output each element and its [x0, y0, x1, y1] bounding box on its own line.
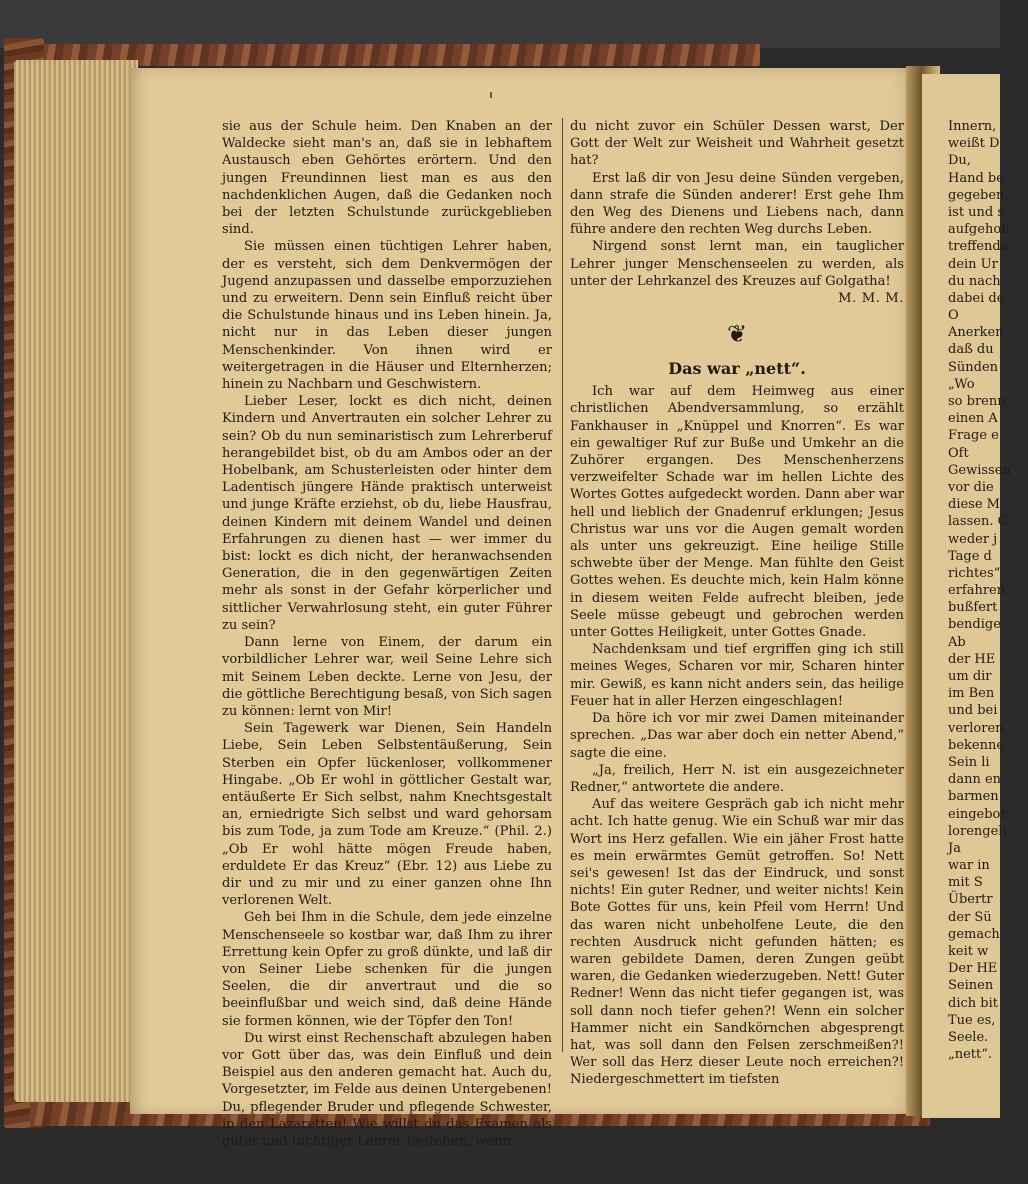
facing-page-line: barmen [948, 789, 999, 805]
facing-page-line: im Ben [948, 686, 995, 702]
right-paragraph: du nicht zuvor ein Schüler Dessen warst, Der Gott der Welt zur Weisheit und Wahrheit gesetzt hat? [570, 119, 904, 169]
facing-page-line: verloren [948, 720, 1004, 736]
facing-page-line: eingebor [948, 806, 1007, 822]
facing-page-line: Hand be [948, 170, 1004, 186]
facing-page-line: „nett“. [948, 1047, 993, 1063]
article-paragraph: „Ja, freilich, Herr N. ist ein ausgezeichneter Redner,“ antwortete die andere. [570, 762, 904, 795]
facing-page-line: Übertr [948, 892, 993, 908]
facing-page-line: dich bit [948, 995, 998, 1011]
fleuron-ornament-icon: ❦ [726, 320, 748, 349]
left-column [222, 118, 552, 1150]
facing-page-line: treffende [948, 239, 1009, 255]
facing-page-line: richtes“ [948, 565, 1001, 581]
article-paragraph: Auf das weitere Gespräch gab ich nicht mehr acht. Ich hatte genug. Wie ein Schuß war mir das Wort ins Herz gefallen. Wie ein jäher Frost hatte es mein erwärmtes Gemüt getroffen. So! Nett sei's gewesen! Ist das der Eindruck, und sonst nichts! Ein guter Redner, und weiter nichts! Kein Bote Gottes für uns, kein Pfeil vom Herrn! Und das waren nicht unbeholfene Leute, die den rechten Ausdruck nicht gefunden hätten; es waren gebildete Damen, deren Zungen geübt waren, die Gedanken wiederzugeben. Nett! Guter Redner! Wenn das nicht tiefer gegangen ist, was soll dann noch tiefer gehen?! Wenn ein solcher Hammer nicht ein Sandkörnchen abgesprengt hat, was soll dann den Felsen zerschmeißen?! Wer soll das Herz dieser Leute noch erreichen?! Niedergeschmettert im tiefsten [570, 797, 904, 1088]
facing-page [922, 74, 1011, 1118]
facing-page-line: Seinen [948, 978, 994, 994]
facing-page-line: du nach [948, 273, 1001, 289]
facing-page-line: daß du [948, 342, 994, 358]
article-paragraph: Ich war auf dem Heimweg aus einer christlichen Abendversammlung, so erzählt Fankhauser in „Knüppel und Knorren“. Es war ein gewaltiger Ruf zur Buße und Umkehr an die Zuhörer ergangen. Des Menschenherzens verzweifelter Schade war im hellen Lichte des Wortes Gottes aufgedeckt worden. Dann aber war hell und lieblich der Gnadenruf erklungen; Jesus Christus war uns vor die Augen gemalt worden als unter uns gekreuzigt. Eine heilige Stille schwebte über der Menge. Man fühlte den Geist Gottes wehen. Es deuchte mich, kein Halm könne in diesem weiten Felde aufrecht bleiben, jede Seele müsse gebeugt und gebrochen werden unter Gottes Heiligkeit, unter Gottes Gnade. [570, 384, 904, 641]
facing-page-line: dein Ur [948, 256, 998, 272]
facing-page-line: Du, [948, 153, 971, 169]
right-paragraph: Erst laß dir von Jesu deine Sünden vergeben, dann strafe die Sünden anderer! Erst gehe Ihm den Weg des Dienens und Liebens nach, dann führe andere den rechten Weg durchs Leben. [570, 170, 904, 238]
article-paragraph: Nachdenksam und tief ergriffen ging ich still meines Weges, Scharen vor mir, Scharen hinter mir. Gewiß, es kann nicht anders sein, das heilige Feuer hat in aller Herzen eingeschlagen! [570, 642, 904, 709]
facing-page-line: vor die [948, 479, 994, 495]
facing-page-line: weder j [948, 531, 998, 547]
facing-page-line: erfahren [948, 583, 1006, 599]
facing-page-line: einen A [948, 411, 998, 427]
facing-page-line: Anerken [948, 325, 1004, 341]
facing-page-line: so brenn [948, 394, 1006, 409]
left-paragraph: Sie müssen einen tüchtigen Lehrer haben, der es versteht, sich dem Denkvermögen der Jugend anzupassen und dasselbe emporzuziehen und zu erweitern. Denn sein Einfluß reicht über die Schulstunde hinaus und ins Leben hinein. Ja, nicht nur in das Leben dieser jungen Menschenkinder. Von ihnen wird er weitergetragen in die Häuser und Elternherzen; hinein zu Nachbarn und Geschwistern. [222, 239, 552, 393]
left-paragraph: Dann lerne von Einem, der darum ein vorbildlicher Lehrer war, weil Seine Lehre sich mit Seinem Leben deckte. Lerne von Jesu, der die göttliche Berechtigung besaß, von Sich sagen zu können: lernt von Mir! [222, 635, 552, 719]
facing-page-line: weißt D [948, 136, 1000, 152]
facing-page-line: Seele. [948, 1029, 989, 1045]
facing-page-line: bendige [948, 617, 1001, 633]
book-cover-edge-top [40, 44, 760, 66]
left-paragraph: Sein Tagewerk war Dienen, Sein Handeln Liebe, Sein Leben Selbstentäußerung, Sein Sterben ein Opfer lückenloser, vollkommener Hingabe. „Ob Er wohl in göttlicher Gestalt war, entäußerte Er Sich selbst, nahm Knechtsgestalt an, erniedrigte Sich selbst und ward gehorsam bis zum Tode, ja zum Tode am Kreuze.“ (Phil. 2.) „Ob Er wohl hätte mögen Freude haben, erduldete Er das Kreuz“ (Ebr. 12) aus Liebe zu dir und zu mir und zu einer ganzen ohne Ihn verlorenen Welt. [222, 721, 552, 909]
facing-page-line: lassen. G [948, 514, 1008, 530]
facing-page-line: mit S [948, 875, 983, 891]
facing-page-line: Ab [948, 634, 966, 650]
facing-page-text [948, 118, 1028, 1063]
facing-page-line: Ja [948, 840, 961, 856]
facing-page-line: bekenne [948, 737, 1005, 753]
facing-page-line: aufgehob [948, 222, 1010, 238]
right-column [570, 118, 904, 1089]
facing-page-line: Oft [948, 445, 969, 461]
facing-page-line: gegeben, [948, 187, 1009, 203]
column-divider [562, 118, 563, 1052]
left-paragraph: sie aus der Schule heim. Den Knaben an der Waldecke sieht man's an, daß sie in lebhaftem Austausch eben Gehörtes erörtern. Und den jungen Freundinnen liest man es aus den nachdenklichen Augen, daß die Gedanken noch bei der letzten Schulstunde zurückgeblieben sind. [222, 119, 552, 238]
paper-speck [490, 92, 492, 98]
facing-page-line: der Sü [948, 909, 992, 925]
author-signature: M. M. M. [838, 291, 904, 307]
facing-page-line: Sein li [948, 754, 990, 770]
facing-page-line: lorengeh [948, 823, 1007, 839]
page-stack-edges [14, 60, 138, 1102]
facing-page-line: dann en [948, 772, 1002, 788]
facing-page-line: „Wo [948, 376, 975, 392]
left-paragraph: Du wirst einst Rechenschaft abzulegen haben vor Gott über das, was dein Einfluß und dein Beispiel aus den anderen gemacht hat. Auch du, Vorgesetzter, im Felde aus deinen Untergebenen! Du, pflegender Bruder und pflegende Schwester, in den Lazaretten! Wie willst du das Examen als guter und tüchtiger Lehrer bestehen, wenn [222, 1030, 552, 1149]
left-paragraph: Geh bei Ihm in die Schule, dem jede einzelne Menschenseele so kostbar war, daß Ihm zu ihrer Errettung kein Opfer zu groß dünkte, und laß dir von Seiner Liebe schenken für die jungen Seelen, die dir anvertraut und die so beeinflußbar und weich sind, daß deine Hände sie formen können, wie der Töpfer den Ton! [222, 910, 552, 1029]
facing-page-line: Der HE [948, 961, 998, 977]
facing-page-line: O [948, 308, 959, 324]
facing-page-line: der HE [948, 651, 996, 667]
facing-page-line: bußfert [948, 600, 998, 616]
facing-page-line: Tage d [948, 548, 992, 564]
facing-page-line: dabei de [948, 290, 1005, 306]
left-paragraph: Lieber Leser, lockt es dich nicht, deinen Kindern und Anvertrauten ein solcher Lehrer zu sein? Ob du nun seminaristisch zum Lehrerberuf herangebildet bist, ob du am Ambos oder an der Hobelbank, am Schusterleisten oder hinter dem Ladentisch jüngere Hände praktisch unterweist und junge Kräfte erziehst, ob du, liebe Hausfrau, deinen Kindern mit deinem Wandel und deinen Erfahrungen zu dienen hast — wer immer du bist: lockt es dich nicht, der heranwachsenden Generation, die in den gegenwärtigen Zeiten mehr als sonst in der Gefahr körperlicher und sittlicher Verwahrlosung steht, ein guter Führer zu sein? [222, 394, 552, 633]
facing-page-line: war in [948, 858, 990, 874]
facing-page-line: keit w [948, 944, 989, 959]
facing-page-line: und bei [948, 703, 998, 719]
facing-page-line: diese M [948, 497, 1000, 513]
facing-page-line: Sünden [948, 359, 999, 375]
scanner-bed-top [0, 0, 1000, 48]
article-paragraph: Da höre ich vor mir zwei Damen miteinander sprechen. „Das war aber doch ein netter Abend,“ sagte die eine. [570, 711, 904, 761]
facing-page-line: Gewissen [948, 462, 1011, 478]
facing-page-line: ist und s [948, 204, 1005, 220]
right-paragraph: Nirgend sonst lernt man, ein tauglicher Lehrer junger Menschenseelen zu werden, als unter der Lehrkanzel des Kreuzes auf Golgatha! [570, 239, 904, 289]
facing-page-line: um dir [948, 669, 992, 684]
facing-page-line: Frage e [948, 428, 999, 444]
facing-page-line: Innern, [948, 119, 997, 134]
facing-page-line: gemach [948, 926, 1000, 942]
article-title: Das war „nett“. [668, 359, 806, 379]
facing-page-line: Tue es, [948, 1012, 996, 1028]
